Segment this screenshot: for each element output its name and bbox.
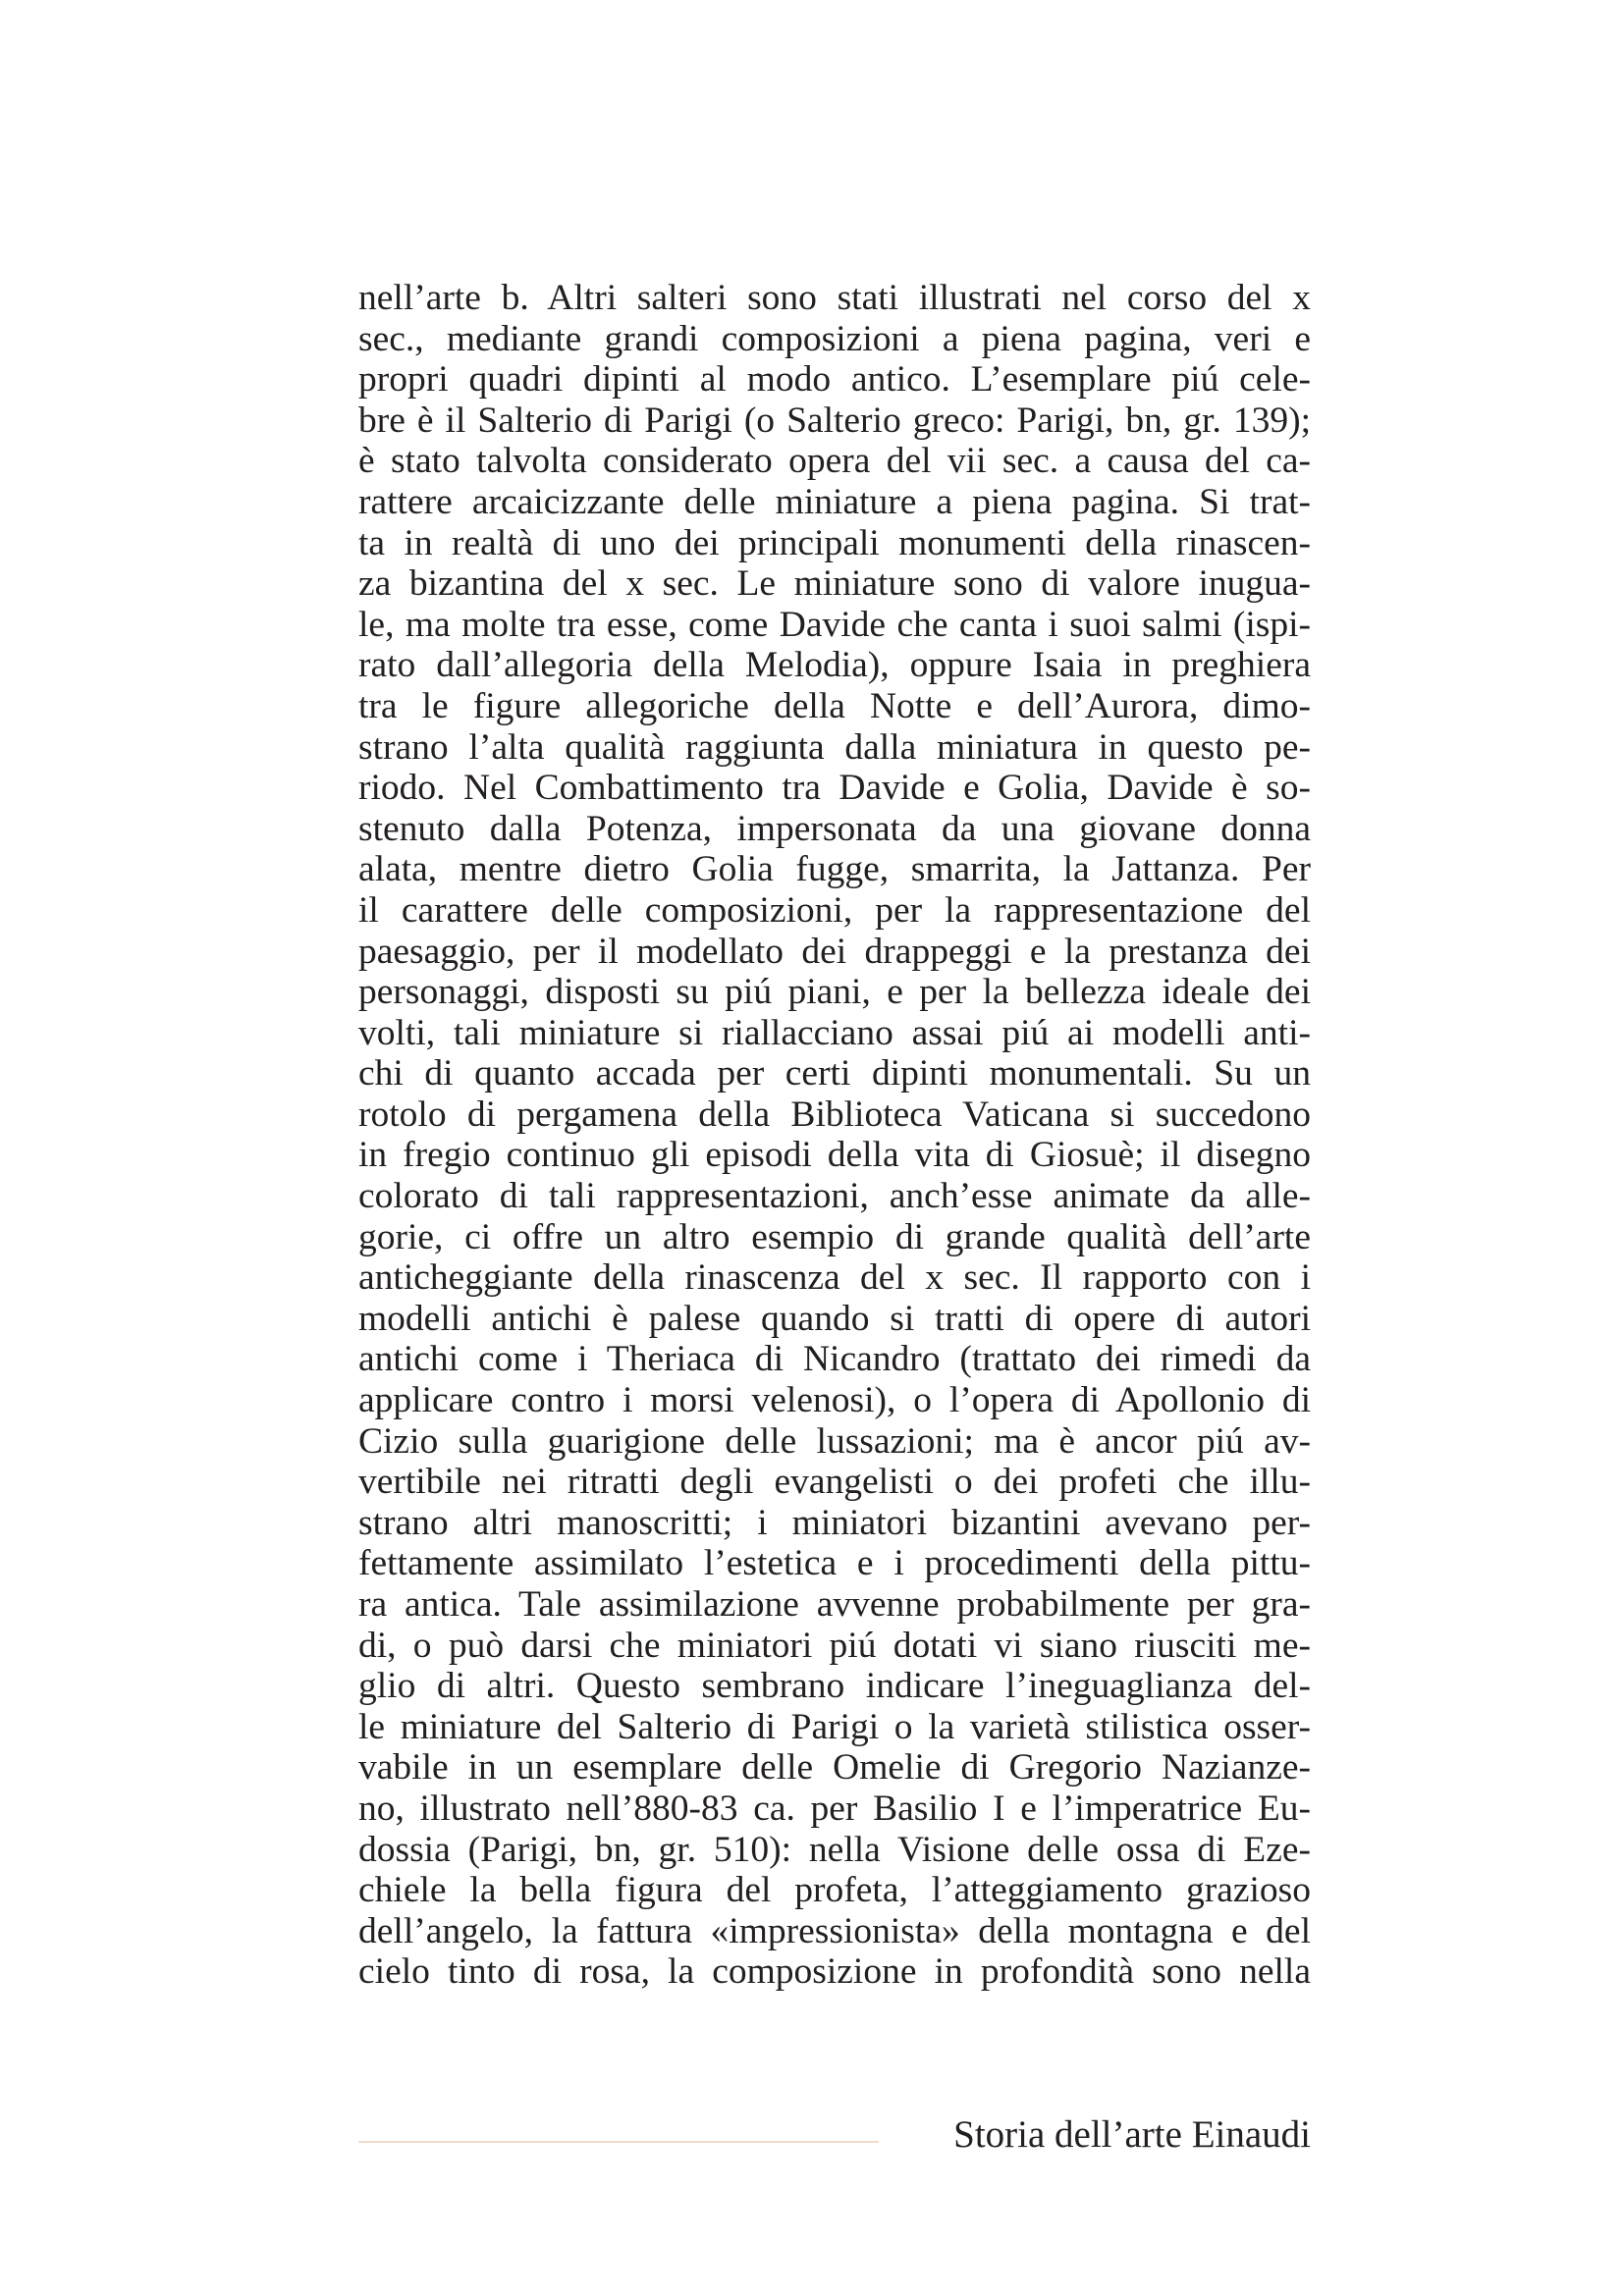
text-line [358,482,1311,523]
text-line-content: rato dall’allegoria della Melodia), oppure Isaia in preghiera [358,645,1311,686]
text-line [358,686,1311,727]
text-line [358,1707,1311,1748]
text-line-content: vabile in un esemplare delle Omelie di Gregorio Nazianze- [358,1747,1311,1789]
text-line-content: no, illustrato nell’880-83 ca. per Basilio I e l’imperatrice Eu- [358,1788,1311,1829]
text-line-content: il carattere delle composizioni, per la rappresentazione del [358,889,1311,931]
text-line-content: rotolo di pergamena della Biblioteca Vaticana si succedono [358,1094,1311,1135]
text-line [358,849,1311,890]
text-line [358,1666,1311,1707]
text-line [358,400,1311,442]
text-line [358,727,1311,769]
text-line-content: fettamente assimilato l’estetica e i procedimenti della pittu- [358,1543,1311,1584]
text-line-content: stenuto dalla Potenza, impersonata da una giovane donna [358,808,1311,849]
text-line-content: strano altri manoscritti; i miniatori bizantini avevano per- [358,1502,1311,1543]
text-line [358,1299,1311,1340]
text-line [358,441,1311,482]
text-line [358,1421,1311,1463]
text-line [358,523,1311,564]
text-line [358,645,1311,686]
text-line-content: dell’angelo, la fattura «impressionista» della montagna e del [358,1910,1311,1951]
text-line [358,1830,1311,1871]
text-line-content: applicare contro i morsi velenosi), o l’opera di Apollonio di [358,1380,1311,1421]
text-line-content: bre è il Salterio di Parigi (o Salterio greco: Parigi, bn, gr. 139); [358,400,1311,441]
text-line-content: chi di quanto accada per certi dipinti monumentali. Su un [358,1053,1311,1095]
text-line-content: chiele la bella figura del profeta, l’atteggiamento grazioso [358,1870,1311,1911]
text-line-content: ta in realtà di uno dei principali monumenti della rinascen- [358,522,1311,563]
text-line [358,1789,1311,1830]
text-line-content: Cizio sulla guarigione delle lussazioni; ma è ancor piú av- [358,1420,1311,1462]
text-line [358,1503,1311,1544]
text-line-content: vertibile nei ritratti degli evangelisti o dei profeti che illu- [358,1462,1311,1503]
text-line [358,768,1311,809]
body-text [358,278,1311,1993]
text-line [358,1380,1311,1421]
text-line-content: nell’arte b. Altri salteri sono stati illustrati nel corso del x [358,278,1311,318]
text-line [358,1584,1311,1626]
text-line [358,1095,1311,1136]
footer-label: Storia dell’arte Einaudi [953,2113,1311,2156]
text-line [358,1013,1311,1054]
text-line-content: in fregio continuo gli episodi della vita di Giosuè; il disegno [358,1135,1311,1176]
text-line [358,1257,1311,1299]
text-line-content: colorato di tali rappresentazioni, anch’esse animate da alle- [358,1176,1311,1217]
text-line-content: paesaggio, per il modellato dei drappeggi e la prestanza dei [358,931,1311,972]
text-line-content: volti, tali miniature si riallacciano assai piú ai modelli anti- [358,1012,1311,1053]
text-line [358,1176,1311,1217]
text-line-content: è stato talvolta considerato opera del vii sec. a causa del ca- [358,441,1311,482]
text-line [358,319,1311,360]
text-line-content: propri quadri dipinti al modo antico. L’esemplare piú cele- [358,359,1311,400]
text-line [358,932,1311,973]
text-line-content: personaggi, disposti su piú piani, e per la bellezza ideale dei [358,972,1311,1013]
text-line [358,1747,1311,1789]
text-line [358,890,1311,932]
text-line [358,1543,1311,1584]
text-line [358,1870,1311,1911]
text-line [358,1135,1311,1176]
text-line [358,359,1311,400]
text-line [358,1462,1311,1503]
footer-rule [358,2141,879,2143]
text-line [358,563,1311,605]
text-line-content: za bizantina del x sec. Le miniature sono di valore inugua- [358,563,1311,605]
text-line [358,1053,1311,1095]
text-line-content: alata, mentre dietro Golia fugge, smarrita, la Jattanza. Per [358,849,1311,890]
text-line [358,1217,1311,1258]
text-line-content: le miniature del Salterio di Parigi o la varietà stilistica osser- [358,1706,1311,1747]
text-line-content: rattere arcaicizzante delle miniature a piena pagina. Si trat- [358,481,1311,522]
text-line-content: anticheggiante della rinascenza del x sec. Il rapporto con i [358,1257,1311,1299]
text-line [358,1626,1311,1667]
text-line-content: antichi come i Theriaca di Nicandro (trattato dei rimedi da [358,1339,1311,1380]
text-line-content: sec., mediante grandi composizioni a piena pagina, veri e [358,318,1311,359]
text-line-content: modelli antichi è palese quando si tratti di opere di autori [358,1298,1311,1339]
text-line [358,1339,1311,1380]
text-line-content: di, o può darsi che miniatori piú dotati vi siano riusciti me- [358,1625,1311,1666]
text-line [358,1951,1311,1993]
text-line-content: glio di altri. Questo sembrano indicare l’ineguaglianza del- [358,1666,1311,1707]
text-line-content: ra antica. Tale assimilazione avvenne probabilmente per gra- [358,1584,1311,1625]
text-line [358,1911,1311,1952]
text-line [358,809,1311,850]
text-line-content: gorie, ci offre un altro esempio di grande qualità dell’arte [358,1216,1311,1257]
text-line-content: dossia (Parigi, bn, gr. 510): nella Visione delle ossa di Eze- [358,1829,1311,1870]
text-line [358,278,1311,319]
text-line [358,972,1311,1013]
text-line-content: le, ma molte tra esse, come Davide che canta i suoi salmi (ispi- [358,604,1311,645]
text-line-content: riodo. Nel Combattimento tra Davide e Golia, Davide è so- [358,768,1311,809]
text-line [358,605,1311,646]
text-line-content: tra le figure allegoriche della Notte e dell’Aurora, dimo- [358,685,1311,726]
text-line-content: strano l’alta qualità raggiunta dalla miniatura in questo pe- [358,726,1311,768]
text-line-content: cielo tinto di rosa, la composizione in profondità sono nella [358,1951,1311,1993]
